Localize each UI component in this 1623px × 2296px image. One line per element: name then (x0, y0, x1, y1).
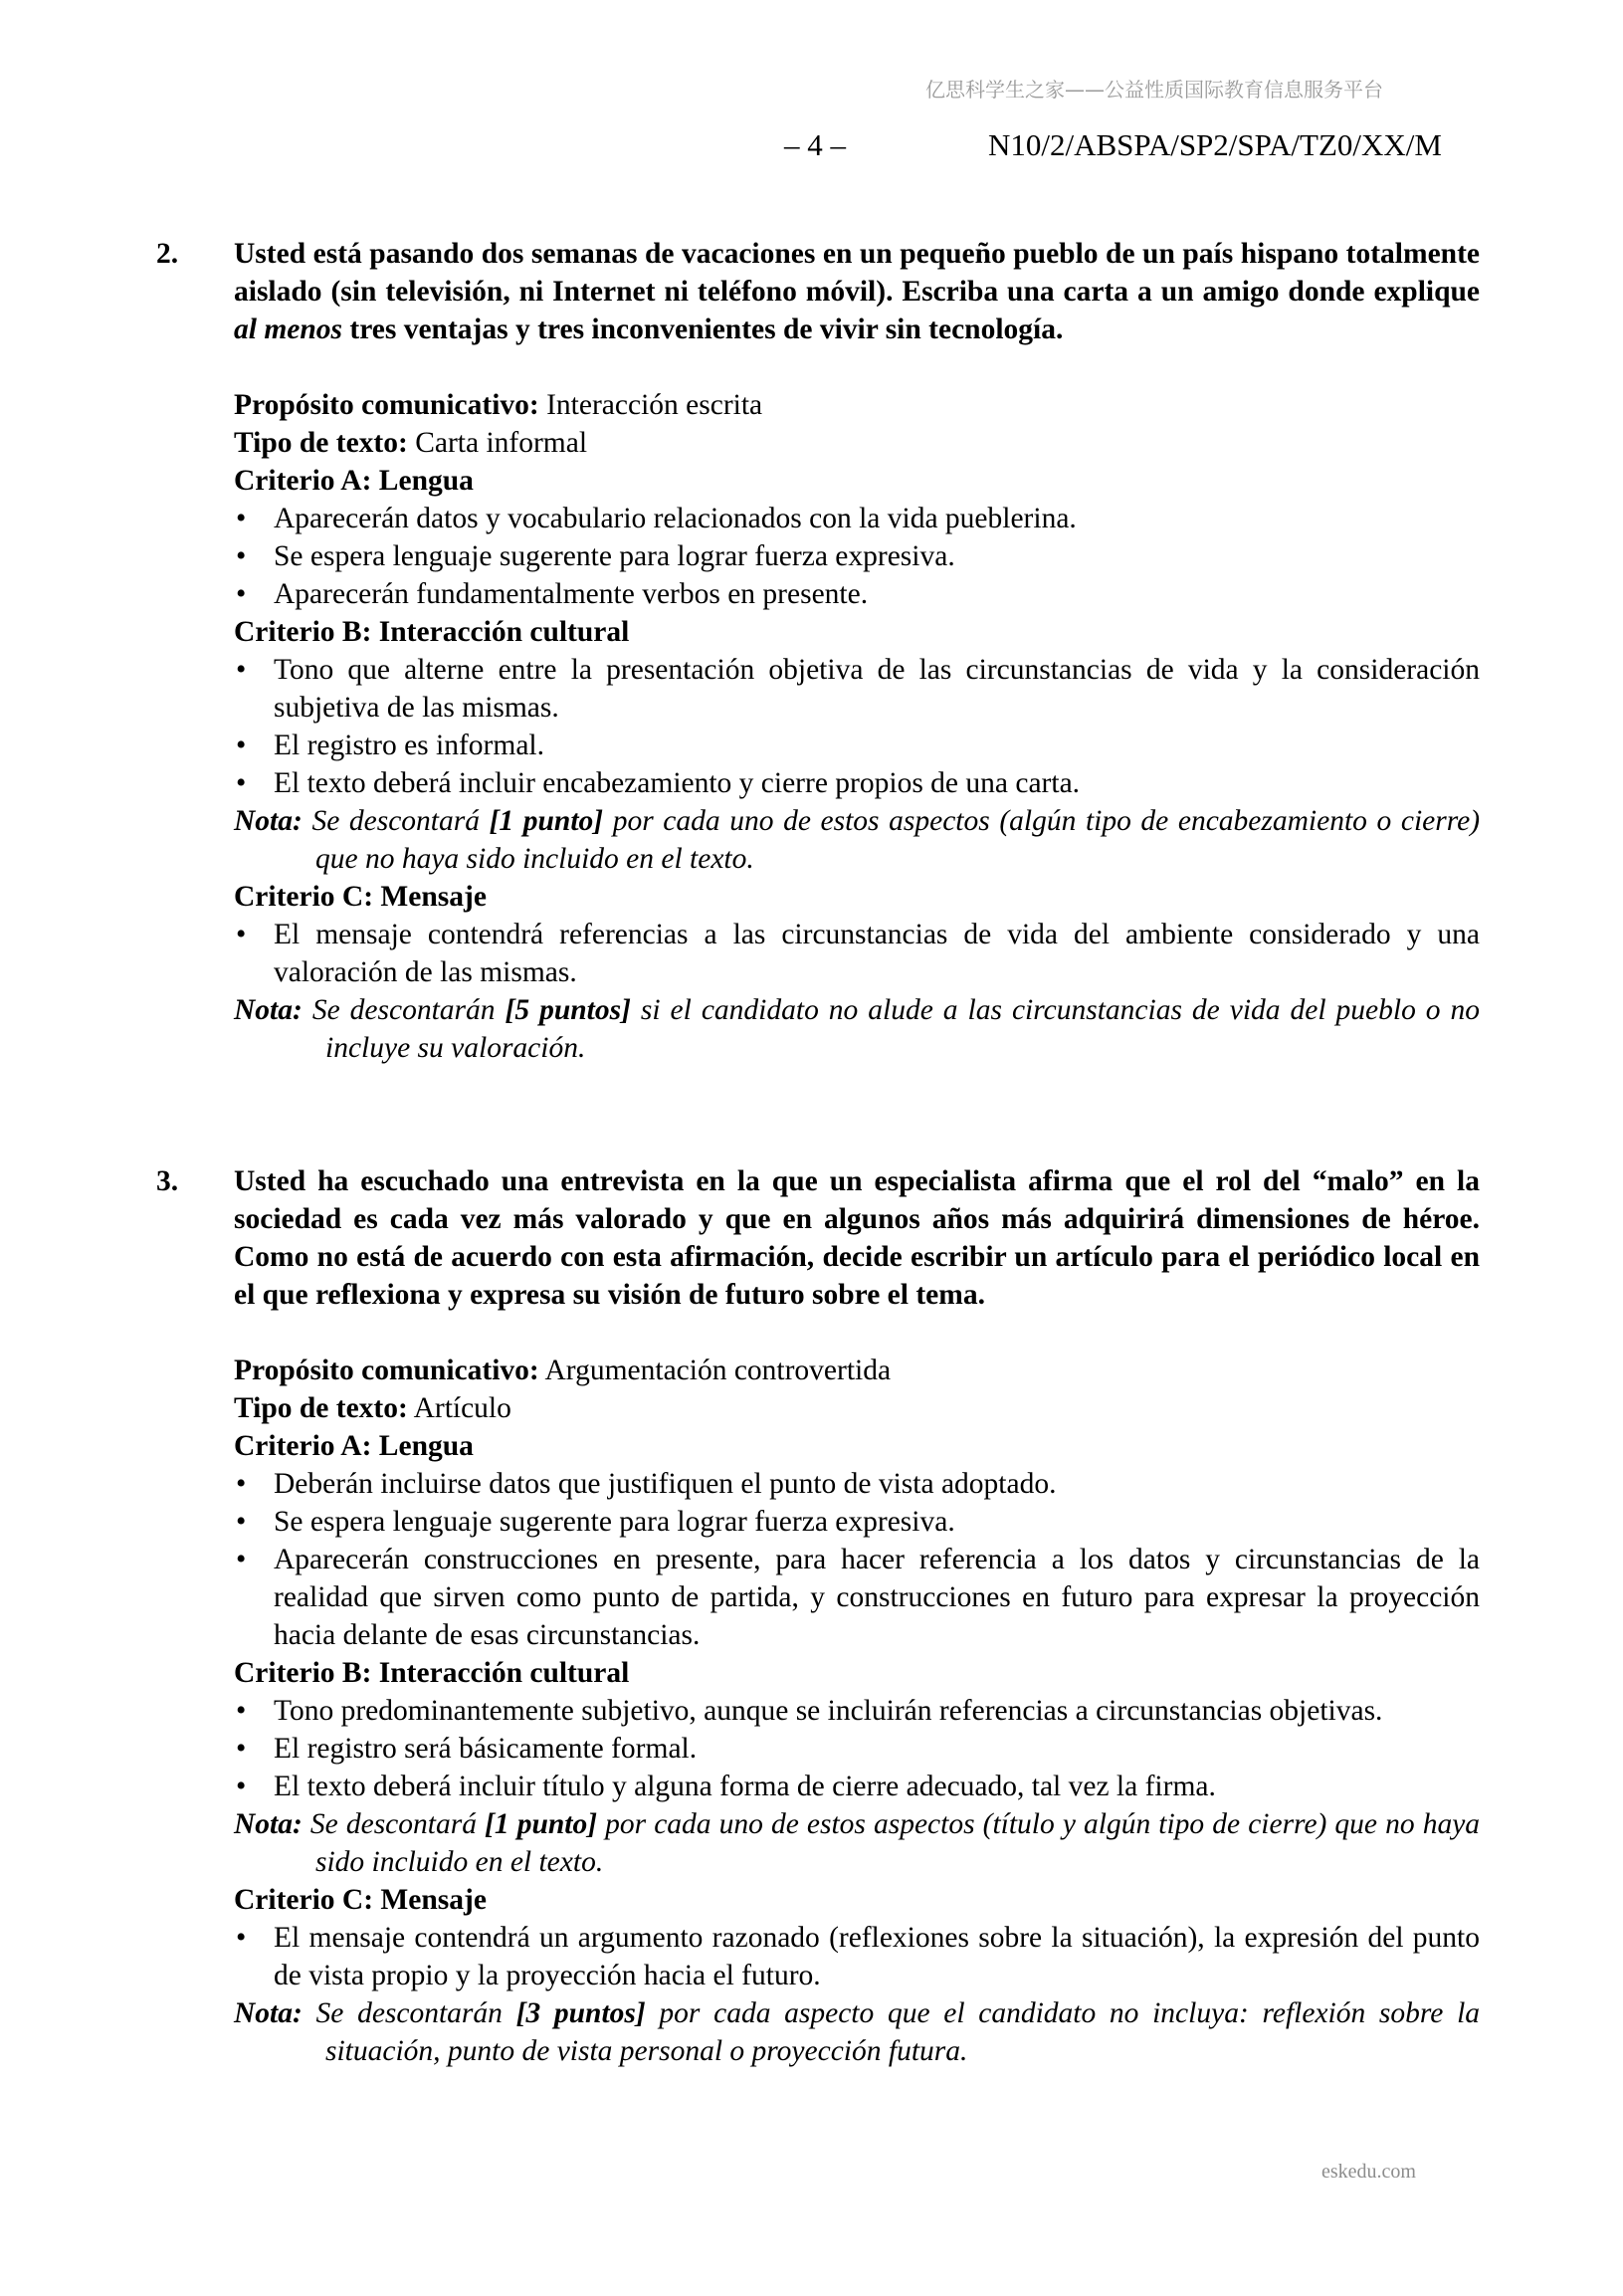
nota-text: Se descontarán (311, 994, 496, 1026)
nota-text: por cada uno de estos aspectos (algún tipo de encabezamiento o cierre) que no haya sido incluido en el texto. (315, 805, 1481, 875)
question-3 (156, 1162, 1480, 2070)
prompt-text: tres ventajas y tres inconvenientes de vivir sin tecnología. (349, 313, 1064, 345)
purpose-line (234, 386, 1480, 424)
criterion-b-title: Criterio B: Interacción cultural (234, 616, 630, 648)
list-item: • Se espera lenguaje sugerente para lograr fuerza expresiva. (234, 537, 1480, 575)
list-item: • El texto deberá incluir título y alguna forma de cierre adecuado, tal vez la firma. (234, 1768, 1480, 1805)
question-body (234, 235, 1480, 1067)
nota-text: Se descontarán (315, 1997, 503, 2029)
text-type-label: Tipo de texto: (234, 427, 408, 459)
nota-text: por cada uno de estos aspectos (título y algún tipo de cierre) que no haya sido incluido en el texto. (315, 1808, 1481, 1878)
text-type-line (234, 424, 1480, 462)
marking-guide (234, 386, 1480, 1067)
nota-criterion-c (234, 1994, 1480, 2070)
nota-text: si el candidato no alude a las circunstancias de vida del pueblo o no incluye su valoración. (325, 994, 1481, 1064)
list-item: • Aparecerán datos y vocabulario relacionados con la vida pueblerina. (234, 500, 1480, 537)
list-item: • El mensaje contendrá un argumento razonado (reflexiones sobre la situación), la expresión del punto de vista propio y la proyección hacia el futuro. (234, 1919, 1480, 1994)
list-item: • Aparecerán construcciones en presente, para hacer referencia a los datos y circunstancias de la realidad que sirven como punto de partida, y construcciones en futuro para expresar la proyección hacia delante de esas circunstancias. (234, 1541, 1480, 1654)
question-prompt (234, 235, 1480, 348)
criterion-a-list (234, 1465, 1480, 1654)
nota-points: [3 puntos] (515, 1997, 646, 2029)
purpose-value: Argumentación controvertida (544, 1355, 892, 1386)
criterion-a-title: Criterio A: Lengua (234, 1430, 474, 1462)
marking-guide (234, 1352, 1480, 2070)
criterion-a-list (234, 500, 1480, 613)
criterion-c-list (234, 916, 1480, 991)
watermark-top: 亿思科学生之家——公益性质国际教育信息服务平台 (925, 78, 1383, 102)
criterion-b-list (234, 1692, 1480, 1805)
nota-criterion-c (234, 991, 1480, 1067)
nota-label: Nota: (234, 805, 303, 837)
text-type-line (234, 1389, 1480, 1427)
nota-points: [1 punto] (485, 1808, 598, 1840)
purpose-line (234, 1352, 1480, 1389)
list-item: • Tono que alterne entre la presentación objetiva de las circunstancias de vida y la consideración subjetiva de las mismas. (234, 651, 1480, 727)
nota-text: por cada aspecto que el candidato no incluya: reflexión sobre la situación, punto de vista personal o proyección futura. (325, 1997, 1481, 2067)
list-item: • Se espera lenguaje sugerente para lograr fuerza expresiva. (234, 1503, 1480, 1541)
nota-criterion-b (234, 802, 1480, 878)
nota-points: [5 puntos] (505, 994, 631, 1026)
nota-text: Se descontará (311, 805, 480, 837)
criterion-c-list (234, 1919, 1480, 1994)
prompt-text: Usted está pasando dos semanas de vacaciones en un pequeño pueblo de un país hispano totalmente aislado (sin televisión, ni Internet ni teléfono móvil). Escriba una carta a un amigo donde explique (234, 238, 1480, 308)
purpose-label: Propósito comunicativo: (234, 1355, 539, 1386)
nota-points: [1 punto] (489, 805, 604, 837)
nota-label: Nota: (234, 1997, 303, 2029)
list-item: • Deberán incluirse datos que justifiquen el punto de vista adoptado. (234, 1465, 1480, 1503)
list-item: • El mensaje contendrá referencias a las circunstancias de vida del ambiente considerado y una valoración de las mismas. (234, 916, 1480, 991)
question-body (234, 1162, 1480, 2070)
criterion-c-title: Criterio C: Mensaje (234, 881, 487, 913)
list-item: • Tono predominantemente subjetivo, aunque se incluirán referencias a circunstancias objetivas. (234, 1692, 1480, 1730)
nota-text: Se descontará (309, 1808, 477, 1840)
page-number: – 4 – (784, 127, 846, 162)
prompt-emphasis: al menos (234, 313, 342, 345)
nota-criterion-b (234, 1805, 1480, 1881)
list-item: • El texto deberá incluir encabezamiento y cierre propios de una carta. (234, 764, 1480, 802)
list-item: • El registro será básicamente formal. (234, 1730, 1480, 1768)
criterion-b-list (234, 651, 1480, 802)
criterion-a-title: Criterio A: Lengua (234, 465, 474, 497)
criterion-c-title: Criterio C: Mensaje (234, 1884, 487, 1916)
list-item: • El registro es informal. (234, 727, 1480, 764)
exam-code: N10/2/ABSPA/SP2/SPA/TZ0/XX/M (988, 127, 1442, 162)
text-type-value: Artículo (413, 1392, 511, 1424)
criterion-b-title: Criterio B: Interacción cultural (234, 1657, 630, 1689)
text-type-label: Tipo de texto: (234, 1392, 408, 1424)
question-number: 2. (156, 238, 179, 270)
nota-label: Nota: (234, 994, 303, 1026)
question-prompt: Usted ha escuchado una entrevista en la que un especialista afirma que el rol del “malo” en la sociedad es cada vez más valorado y que en algunos años más adquirirá dimensiones de héroe. Como no está de acuerdo con esta afirmación, decide escribir un artículo para el periódico local en el que reflexiona y expresa su visión de futuro sobre el tema. (234, 1165, 1480, 1311)
list-item: • Aparecerán fundamentalmente verbos en presente. (234, 575, 1480, 613)
watermark-bottom: eskedu.com (1321, 2161, 1416, 2183)
purpose-label: Propósito comunicativo: (234, 389, 539, 421)
question-number: 3. (156, 1165, 179, 1197)
question-2 (156, 235, 1480, 1067)
nota-label: Nota: (234, 1808, 303, 1840)
purpose-value: Interacción escrita (546, 389, 763, 421)
text-type-value: Carta informal (415, 427, 588, 459)
